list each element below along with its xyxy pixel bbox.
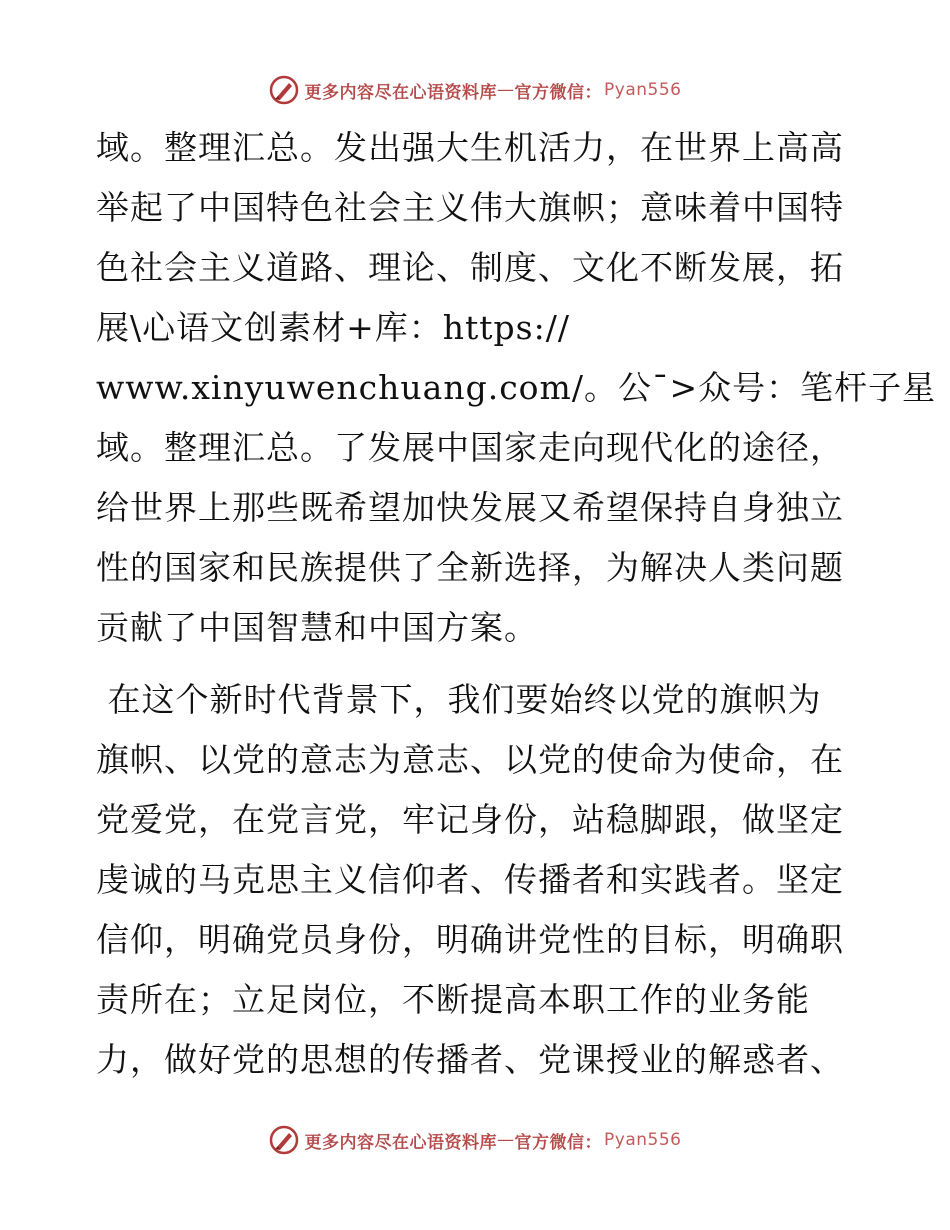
text-line: 力，做好党的思想的传播者、党课授业的解惑者、 xyxy=(96,1040,844,1079)
text-line: 色社会主义道路、理论、制度、文化不断发展，拓 xyxy=(96,248,844,287)
watermark-wechat-id: Pyan556 xyxy=(604,1130,682,1150)
header-watermark xyxy=(0,72,950,108)
paragraph-spacer xyxy=(96,658,856,670)
watermark-dash: — xyxy=(497,1130,515,1150)
paragraph-2 xyxy=(96,670,856,1090)
watermark-label: 官方微信： xyxy=(514,1132,603,1153)
text-line: 责所在；立足岗位，不断提高本职工作的业务能 xyxy=(96,980,810,1019)
text-line: 虔诚的马克思主义信仰者、传播者和实践者。坚定 xyxy=(96,860,844,899)
pen-logo-icon xyxy=(269,1125,299,1155)
text-line: 举起了中国特色社会主义伟大旗帜；意味着中国特 xyxy=(96,188,844,227)
paragraph-1 xyxy=(96,118,937,658)
watermark-dash: — xyxy=(497,80,515,100)
text-line: 域。整理汇总。发出强大生机活力，在世界上高高 xyxy=(96,128,844,167)
watermark-label: 官方微信： xyxy=(514,82,603,103)
document-body xyxy=(96,118,937,1090)
text-line: 在这个新时代背景下，我们要始终以党的旗帜为 xyxy=(96,680,822,719)
text-line: 贡献了中国智慧和中国方案。 xyxy=(96,608,538,647)
text-line: 展\心语文创素材+库：https:// xyxy=(96,308,570,347)
watermark-main-text: 更多内容尽在心语资料库 xyxy=(304,1132,498,1153)
footer-watermark xyxy=(0,1122,950,1158)
text-line: 域。整理汇总。了发展中国家走向现代化的途径， xyxy=(96,428,844,467)
text-line: www.xinyuwenchuang.com/。公¯>众号：笔杆子星 xyxy=(96,368,937,407)
text-line: 给世界上那些既希望加快发展又希望保持自身独立 xyxy=(96,488,844,527)
watermark-wechat-id: Pyan556 xyxy=(604,80,682,100)
watermark-main-text: 更多内容尽在心语资料库 xyxy=(304,82,498,103)
text-line: 信仰，明确党员身份，明确讲党性的目标，明确职 xyxy=(96,920,844,959)
text-line: 党爱党，在党言党，牢记身份，站稳脚跟，做坚定 xyxy=(96,800,844,839)
text-line: 旗帜、以党的意志为意志、以党的使命为使命，在 xyxy=(96,740,844,779)
pen-logo-icon xyxy=(269,75,299,105)
text-line: 性的国家和民族提供了全新选择，为解决人类问题 xyxy=(96,548,844,587)
